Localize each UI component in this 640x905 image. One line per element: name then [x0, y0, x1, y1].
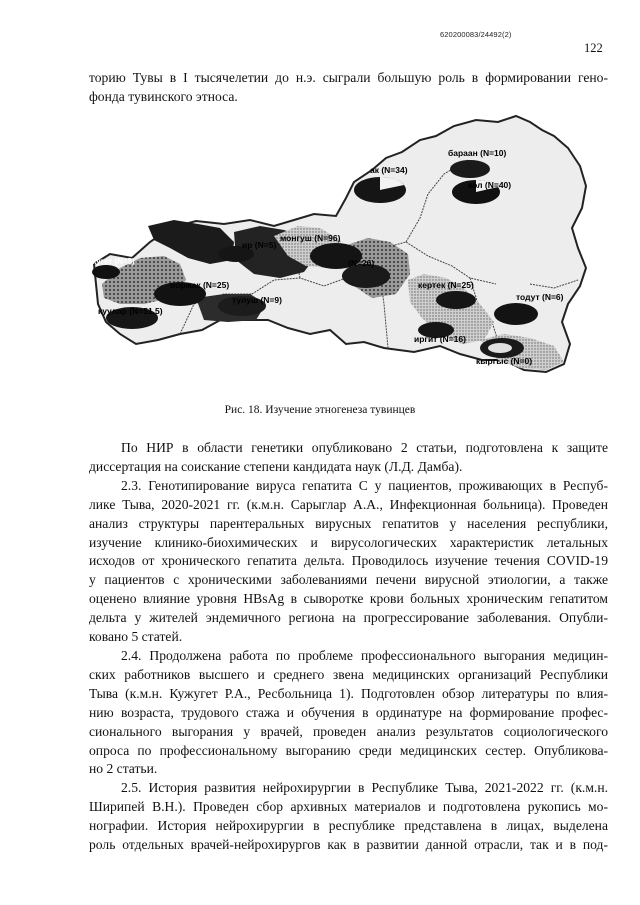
- text-line: дельта у жителей эндемичного региона на прогрессирование заболевания. Опубли-: [89, 610, 608, 626]
- text-line: ских работников высшего и среднего звена медицинских организаций Республики: [89, 666, 608, 682]
- text-line: изучение клинико-биохимических и вирусологических характеристик летальных: [89, 534, 608, 550]
- map-label: куулар (N=51.5): [98, 306, 163, 316]
- text-line: 2.4. Продолжена работа по проблеме профессионального выгорания медицин-: [121, 647, 608, 663]
- text-line: нию возраста, трудового стажа и обучения в ординатуре на формирование профес-: [89, 704, 608, 720]
- pie-chart-todut: [494, 303, 538, 325]
- paragraph-2-4: [89, 647, 608, 779]
- map-label: бараан (N=10): [448, 148, 507, 158]
- text-line: роль отдельных врачей-нейрохирургов как в развитии данной отрасли, так и в под-: [89, 837, 608, 853]
- text-line: но 2 статьи.: [89, 761, 158, 777]
- paragraph-genetics: [89, 439, 608, 477]
- map-label: кыргыс (N=0): [476, 356, 533, 366]
- body-text: [89, 439, 608, 855]
- text-line: сионального выгорания у врачей, проведен анализ результатов социологического: [89, 723, 608, 739]
- map-label: (N=26): [348, 258, 375, 268]
- map-label: ооржак (N=25): [170, 280, 230, 290]
- text-line: анализ структуры парентеральных вирусных гепатитов у населения республики,: [89, 515, 608, 531]
- map-label: ак (N=34): [370, 165, 408, 175]
- map-label: кужугет (N=5): [84, 257, 135, 266]
- text-line: торию Тувы в I тысячелетии до н.э. сыграли большую роль в формировании гено-: [89, 70, 608, 85]
- map-label: иргит (N=16): [414, 334, 466, 344]
- pie-chart-kertek: [436, 291, 476, 309]
- pie-chart-baraan: [450, 160, 490, 178]
- text-line: Ширипей В.Н.). Проведен сбор архивных материалов и подготовлена рукопись мо-: [89, 799, 608, 815]
- page-number: 122: [584, 41, 603, 55]
- text-line: фонда тувинского этноса.: [89, 88, 238, 104]
- map-label: ир (N=5): [242, 240, 277, 250]
- paragraph-2-3: [89, 477, 608, 647]
- intro-text: [89, 69, 608, 107]
- map-label: кол (N=40): [468, 180, 512, 190]
- text-line: 2.5. История развития нейрохирургии в Республике Тыва, 2021-2022 гг. (к.м.н.: [121, 780, 608, 796]
- tuva-map-figure: [84, 108, 604, 394]
- paragraph-2-5: [89, 779, 608, 855]
- map-label: тодут (N=6): [516, 292, 564, 302]
- map-label: тулуш (N=9): [232, 295, 282, 305]
- text-line: ковано 5 статей.: [89, 629, 183, 645]
- pie-slice: [488, 343, 512, 353]
- document-id: 620200083/24492(2): [440, 30, 512, 39]
- text-line: Тыва (к.м.н. Кужугет Р.А., Ресбольница 1). Подготовлен обзор литературы по влия-: [89, 685, 608, 701]
- text-line: опроса по профессиональному выгоранию среди медицинских сестер. Опубликова-: [89, 742, 608, 758]
- text-line: нографии. История нейрохирургии в республике представлена в лицах, выделена: [89, 818, 608, 834]
- figure-caption: Рис. 18. Изучение этногенеза тувинцев: [224, 404, 416, 416]
- text-line: 2.3. Генотипирование вируса гепатита С у пациентов, проживающих в Респуб-: [121, 477, 608, 493]
- tuva-map: [84, 108, 604, 394]
- text-line: лике Тыва, 2020-2021 гг. (к.м.н. Сарыглар А.А., Инфекционная больница). Проведен: [89, 496, 608, 512]
- map-label: кертек (N=25): [418, 280, 474, 290]
- map-label: монгуш (N=96): [280, 233, 341, 243]
- text-line: у пациентов с хроническими заболеваниями печени вирусной этиологии, а также: [89, 572, 608, 588]
- pie-chart-kuzhuget: [92, 265, 120, 279]
- text-line: оценено влияние уровня HBsAg в сыворотке крови больных хроническим гепатитом: [89, 591, 608, 607]
- text-line: диссертация на соискание степени кандидата наук (Л.Д. Дамба).: [89, 458, 463, 474]
- text-line: исходов от хронического гепатита дельта. Проводилось изучение течения COVID-19: [89, 553, 608, 569]
- text-line: По НИР в области генетики опубликовано 2 статьи, подготовлена к защите: [121, 440, 608, 455]
